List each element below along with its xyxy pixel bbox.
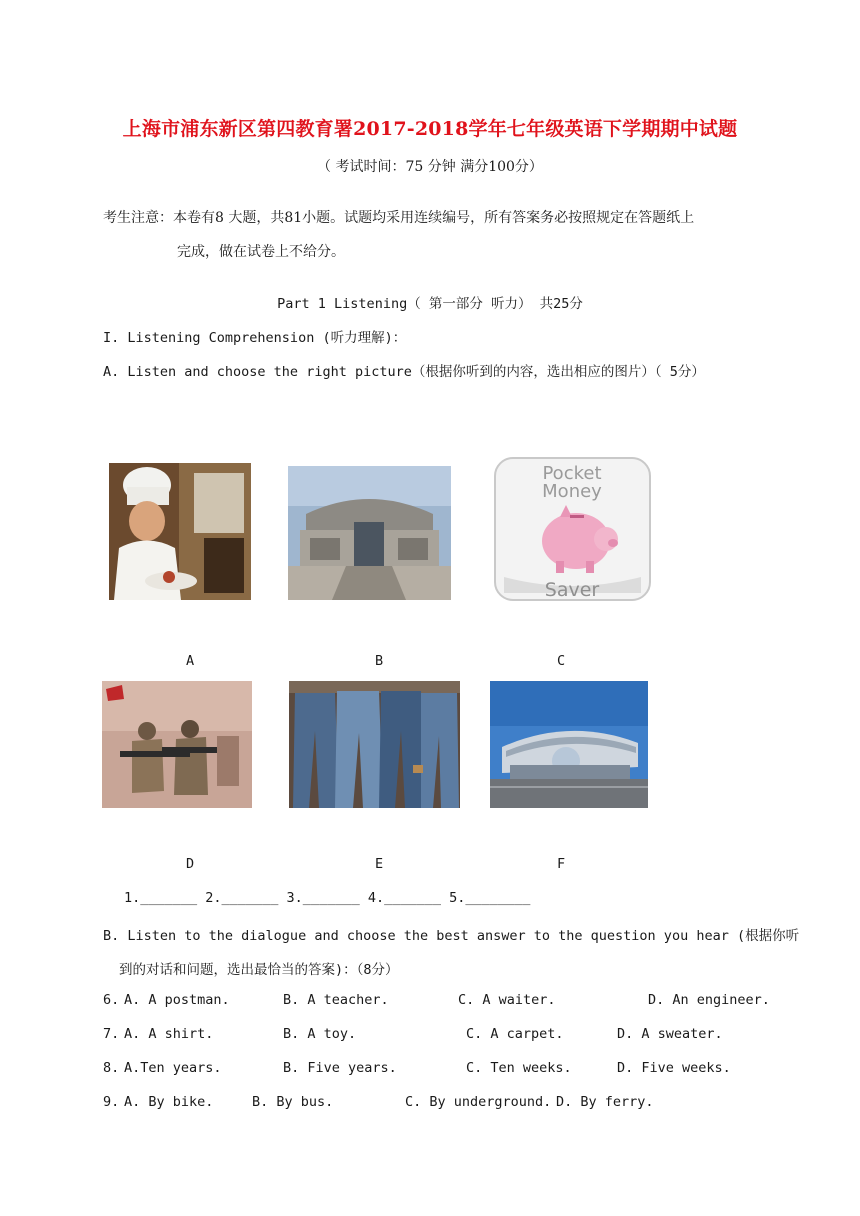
question-9-number: 9. [103,1094,120,1110]
section-b-instruction-line-1: B. Listen to the dialogue and choose the best answer to the question you hear (根据你听 [103,928,800,944]
money-text: Money [542,481,602,502]
picture-label-f: F [557,856,566,872]
picture-label-b: B [375,653,384,669]
question-8-number: 8. [103,1060,120,1076]
question-7-option-a: A. A shirt. [124,1026,214,1042]
section-i-heading: I. Listening Comprehension (听力理解)： [103,330,407,346]
exam-info: （ 考试时间：75 分钟 满分100分） [317,159,543,175]
page-title: 上海市浦东新区第四教育署2017-2018学年七年级英语下学期期中试题 [122,118,738,140]
question-6-option-d: D. An engineer. [648,992,770,1008]
question-9-option-b: B. By bus. [252,1094,334,1110]
question-9-option-c: C. By underground. [405,1094,552,1110]
question-9-option-a: A. By bike. [124,1094,214,1110]
question-7-number: 7. [103,1026,120,1042]
question-6-number: 6. [103,992,120,1008]
section-a-instruction: A. Listen and choose the right picture（根据你听到的内容，选出相应的图片）（ 5分） [103,364,705,380]
picture-a-chef [109,463,251,600]
question-7-option-b: B. A toy. [283,1026,357,1042]
question-6-option-a: A. A postman. [124,992,230,1008]
section-b-instruction-line-2: 到的对话和问题，选出最恰当的答案)：（8分） [119,962,399,978]
picture-b-museum [288,466,451,600]
notice-line-2: 完成，做在试卷上不给分。 [177,244,345,260]
pocket-text: Pocket [542,463,602,484]
question-8-option-c: C. Ten weeks. [466,1060,572,1076]
question-8-option-a: A.Ten years. [124,1060,222,1076]
picture-c-pocket-money-saver [494,457,651,601]
question-6-option-b: B. A teacher. [283,992,389,1008]
picture-label-c: C [557,653,566,669]
part-1-heading: Part 1 Listening（ 第一部分 听力） 共25分 [277,296,583,312]
saver-text: Saver [544,579,600,601]
question-9-option-d: D. By ferry. [556,1094,654,1110]
picture-label-e: E [375,856,384,872]
question-8-option-b: B. Five years. [283,1060,397,1076]
picture-e-jeans [289,681,460,808]
question-8-option-d: D. Five weeks. [617,1060,731,1076]
question-7-option-c: C. A carpet. [466,1026,564,1042]
answer-blanks: 1._______ 2._______ 3._______ 4._______ 5.________ [124,890,531,906]
picture-label-d: D [186,856,195,872]
question-6-option-c: C. A waiter. [458,992,556,1008]
picture-label-a: A [186,653,195,669]
notice-line-1: 考生注意：本卷有8 大题，共81小题。试题均采用连续编号，所有答案务必按照规定在答题纸上 [103,210,695,226]
question-7-option-d: D. A sweater. [617,1026,723,1042]
picture-f-science-museum [490,681,648,808]
picture-d-soldiers [102,681,252,808]
